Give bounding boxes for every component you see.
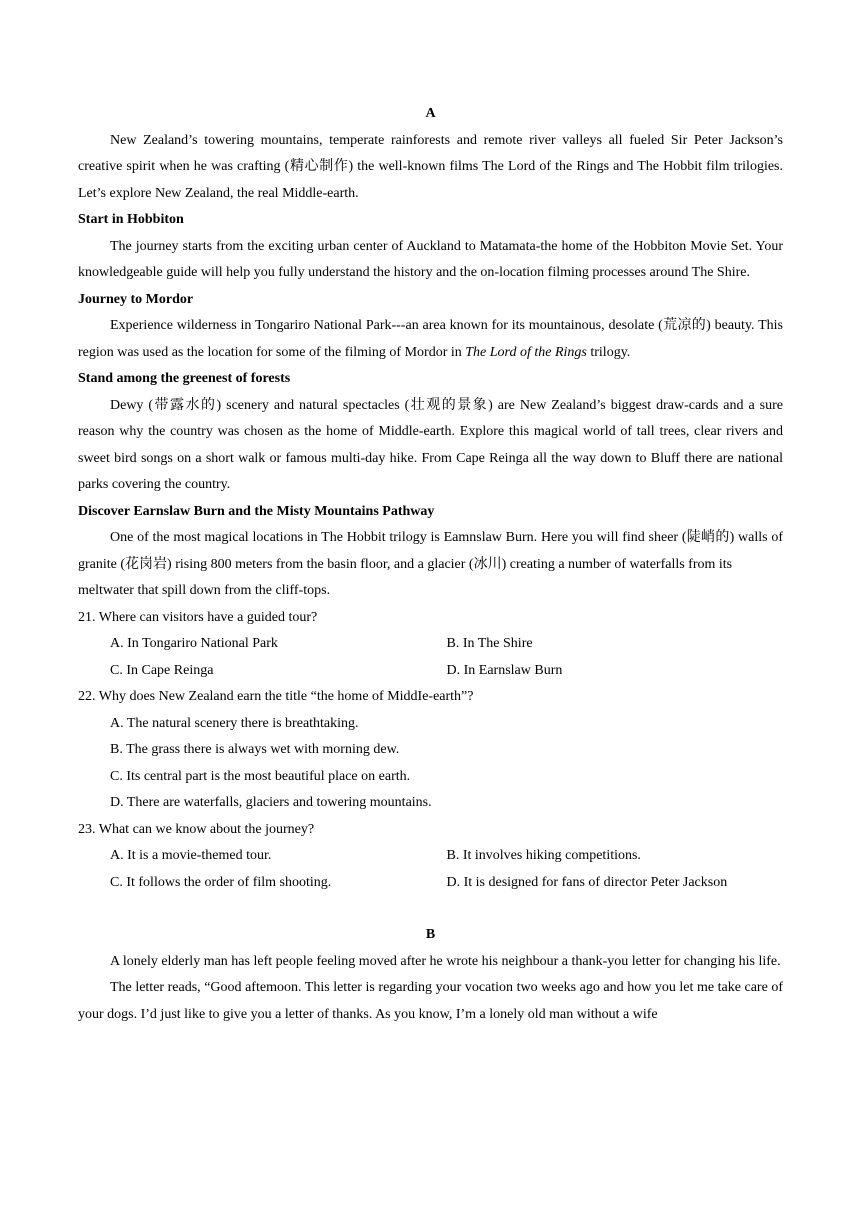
question-23-option-d: D. It is designed for fans of director Peter Jackson <box>446 874 728 890</box>
mordor-italic-title: The Lord of the Rings <box>465 344 587 360</box>
section-b-paragraph-1: A lonely elderly man has left people feeling moved after he wrote his neighbour a thank-you letter for changing his life. <box>110 953 781 969</box>
mordor-text-a: Experience wilderness in Tongariro National Park---an area known for its mountainous, desolate (荒凉的) beauty. This region was used as the location for some of the filming of Mordor in <box>78 318 783 360</box>
section-a-intro: New Zealand’s towering mountains, temperate rainforests and remote river valleys all fueled Sir Peter Jackson’s creative spirit when he was crafting (精心制作) the well-known films The Lord of the Rings and The Hobbit film trilogies. Let’s explore New Zealand, the real Middle-earth. <box>78 132 783 201</box>
question-23-option-c: C. It follows the order of film shooting. <box>110 874 332 890</box>
section-b-paragraph-2: The letter reads, “Good aftemoon. This letter is regarding your vocation two weeks ago and how you let me take care of your dogs. I’d just like to give you a letter of thanks. As you know, I’m a lonely old man without a wife <box>78 980 783 1022</box>
question-22-option-a: A. The natural scenery there is breathtaking. <box>110 715 359 731</box>
question-23-option-b: B. It involves hiking competitions. <box>446 848 641 863</box>
section-a-label: A <box>425 106 436 121</box>
question-22-option-c: C. Its central part is the most beautiful place on earth. <box>110 768 411 784</box>
paragraph-forests: Dewy (带露水的) scenery and natural spectacles (壮观的景象) are New Zealand’s biggest draw-cards and a sure reason why the country was chosen as the home of Middle-earth. Explore this magical world of tall trees, clear rivers and sweet bird songs on a short walk or famous multi-day hike. From Cape Reinga all the way down to Bluff there are national parks covering the country. <box>78 397 783 492</box>
paragraph-mordor <box>78 313 783 366</box>
question-22-option-b: B. The grass there is always wet with morning dew. <box>110 742 400 757</box>
mordor-text-b: trilogy. <box>586 344 631 360</box>
question-22: 22. Why does New Zealand earn the title “the home of MiddIe-earth”? <box>78 689 474 704</box>
section-b-label: B <box>425 927 436 942</box>
heading-start-in-hobbiton: Start in Hobbiton <box>78 212 184 227</box>
question-23-options-row-2 <box>78 870 783 897</box>
paragraph-earnslaw-continued: meltwater that spill down from the cliff-tops. <box>78 583 331 598</box>
question-23-options-row-1 <box>78 843 783 870</box>
section-spacer <box>78 896 783 922</box>
question-21: 21. Where can visitors have a guided tour? <box>78 609 318 625</box>
paragraph-earnslaw: One of the most magical locations in The Hobbit trilogy is Eamnslaw Burn. Here you will find sheer (陡峭的) walls of granite (花岗岩) rising 800 meters from the basin floor, and a glacier (冰川) creating a number of waterfalls from its <box>78 530 783 572</box>
question-21-option-d: D. In Earnslaw Burn <box>446 662 563 678</box>
paragraph-hobbiton: The journey starts from the exciting urban center of Auckland to Matamata-the home of the Hobbiton Movie Set. Your knowledgeable guide will help you fully understand the history and the on-location filming processes around The Shire. <box>78 238 783 280</box>
question-23-option-a: A. It is a movie-themed tour. <box>110 848 272 863</box>
heading-greenest-forests: Stand among the greenest of forests <box>78 371 291 386</box>
question-22-option-d: D. There are waterfalls, glaciers and towering mountains. <box>110 795 432 810</box>
heading-journey-to-mordor: Journey to Mordor <box>78 291 194 307</box>
document-page <box>78 101 783 1028</box>
question-23: 23. What can we know about the journey? <box>78 821 315 837</box>
question-21-options-row-1 <box>78 631 783 658</box>
question-21-option-a: A. In Tongariro National Park <box>110 636 278 651</box>
question-21-options-row-2 <box>78 658 783 685</box>
question-21-option-c: C. In Cape Reinga <box>110 662 214 678</box>
question-21-option-b: B. In The Shire <box>446 636 533 651</box>
heading-earnslaw-burn: Discover Earnslaw Burn and the Misty Mountains Pathway <box>78 503 435 519</box>
